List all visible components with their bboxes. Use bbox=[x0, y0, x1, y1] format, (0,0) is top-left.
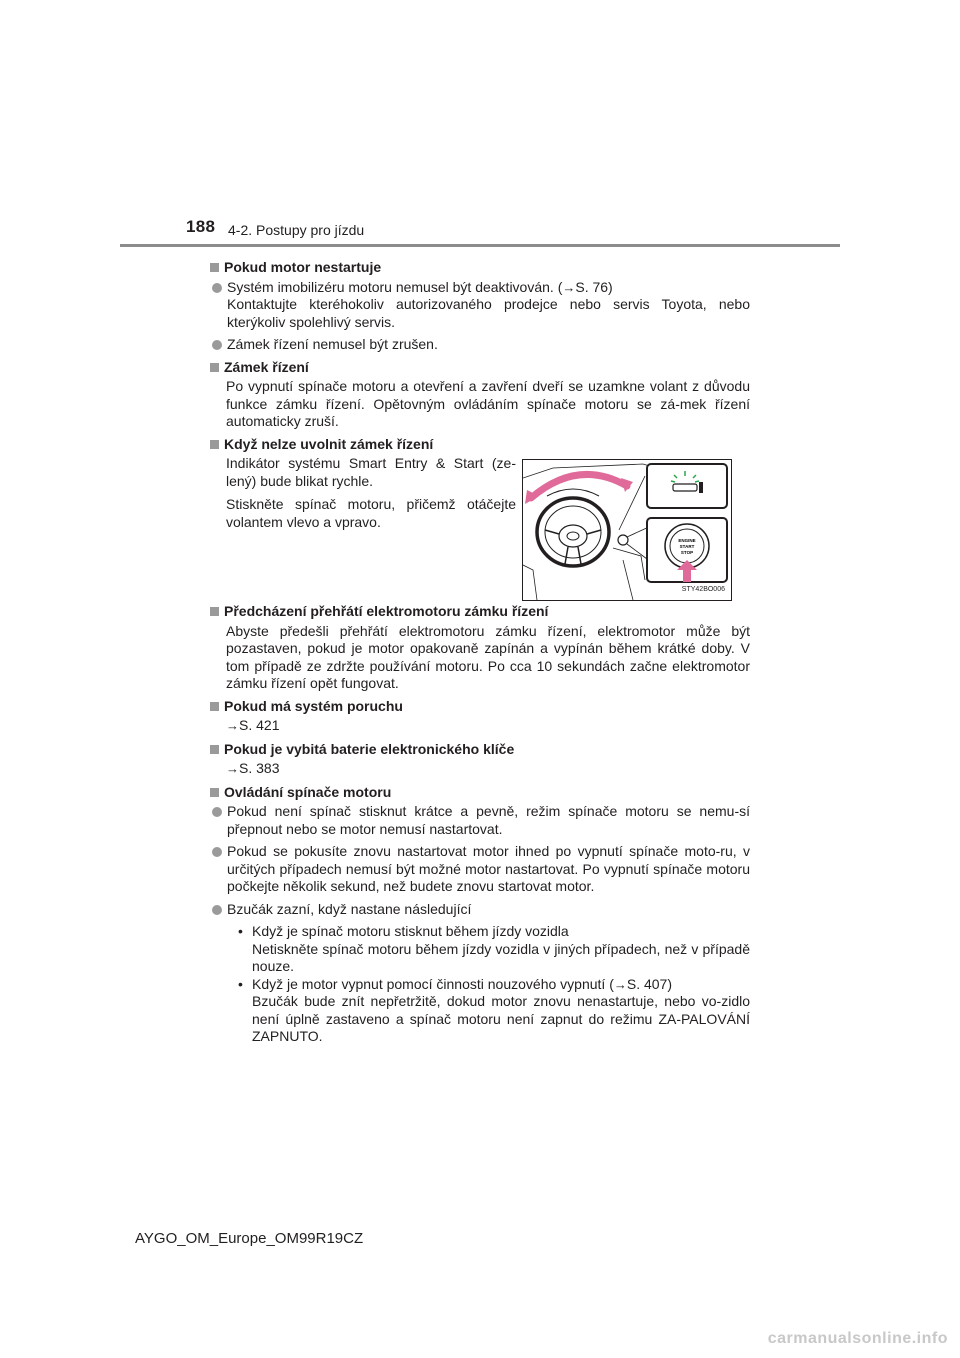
page-reference bbox=[210, 760, 750, 778]
list-item-text: Bzučák zazní, když nastane následující bbox=[227, 900, 472, 917]
arrow-icon: → bbox=[226, 718, 239, 733]
section-body: Abyste předešli přehřátí elektromotoru zámku řízení, elektromotor může být pozastaven, pokud je motor opakovaně zapínán a vypínán během krátké doby. V tom případě ze zdržte používání motoru. Po cca 10 sekundách začne elektromotor zámku řízení opět fungovat. bbox=[226, 622, 750, 691]
list-item bbox=[210, 279, 750, 332]
watermark: carmanualsonline.info bbox=[767, 1330, 948, 1347]
section-heading bbox=[210, 698, 750, 716]
section-body: Po vypnutí spínače motoru a otevření a zavření dveří se uzamkne volant z důvodu funkce zámku řízení. Opětovným ovládáním spínače motoru se zá-mek řízení automaticky zruší. bbox=[226, 378, 750, 429]
engine-switch-small bbox=[618, 535, 628, 545]
circle-bullet-icon bbox=[212, 847, 222, 857]
rotation-arrow-icon bbox=[531, 474, 627, 498]
list-item bbox=[210, 803, 750, 838]
document-code: AYGO_OM_Europe_OM99R19CZ bbox=[135, 1230, 364, 1247]
square-bullet-icon bbox=[210, 363, 219, 372]
section-heading bbox=[210, 784, 750, 802]
text: Bzučák bude znít nepřetržitě, dokud motor znovu nenastartuje, nebo vo-zidlo není úplně zastaveno a spínač motoru není zapnut do režimu ZA-PALOVÁNÍ ZAPNUTO. bbox=[252, 993, 750, 1044]
circle-bullet-icon bbox=[212, 905, 222, 915]
list-item-text: Pokud se pokusíte znovu nastartovat motor ihned po vypnutí spínače moto-ru, v určitých případech nemusí být možné motor nastartovat. Po vypnutí spínače motoru počkejte několik sekund, než budete znovu startovat motor. bbox=[227, 843, 750, 894]
section-heading bbox=[210, 436, 750, 454]
section-system-malfunction bbox=[210, 698, 750, 735]
square-bullet-icon bbox=[210, 607, 219, 616]
section-heading-text: Zámek řízení bbox=[224, 358, 309, 375]
sub-list bbox=[210, 923, 750, 1046]
page-reference-text: S. 383 bbox=[239, 760, 280, 776]
section-heading-text: Předcházení přehřátí elektromotoru zámku řízení bbox=[224, 603, 549, 619]
button-label-engine: ENGINE bbox=[678, 538, 696, 543]
section-heading-text: Ovládání spínače motoru bbox=[224, 783, 392, 800]
list-item bbox=[210, 336, 750, 354]
list-item-text bbox=[227, 279, 750, 332]
section-heading bbox=[210, 359, 750, 377]
section-engine-not-starting bbox=[210, 259, 750, 354]
sub-list-item bbox=[238, 923, 750, 976]
page-reference: S. 76) bbox=[575, 278, 613, 295]
circle-bullet-icon bbox=[212, 807, 222, 817]
list-item-text: Zámek řízení nemusel být zrušen. bbox=[227, 336, 438, 352]
page-reference-text: S. 421 bbox=[239, 717, 280, 733]
arrow-icon: → bbox=[562, 279, 576, 295]
steering-wheel-illustration bbox=[522, 459, 732, 601]
list-item bbox=[210, 843, 750, 896]
text: Když je spínač motoru stisknut během jízdy vozidla bbox=[252, 923, 569, 939]
figure-text bbox=[210, 455, 516, 601]
smart-key-indicator-icon bbox=[673, 484, 697, 491]
section-heading bbox=[210, 741, 750, 759]
text: Kontaktujte kteréhokoliv autorizovaného prodejce nebo servis Toyota, nebo kterýkoliv spolehlivý servis. bbox=[227, 296, 750, 330]
sub-list-item-text bbox=[252, 923, 750, 976]
paragraph: Stiskněte spínač motoru, přičemž otáčejte volantem vlevo a vpravo. bbox=[226, 496, 516, 530]
circle-bullet-icon bbox=[212, 283, 222, 293]
section-steering-lock-release bbox=[210, 436, 750, 602]
sub-list-item bbox=[238, 976, 750, 1046]
section-title: 4-2. Postupy pro jízdu bbox=[228, 222, 365, 238]
text: Systém imobilizéru motoru nemusel být deaktivován. ( bbox=[227, 278, 563, 295]
button-label-start: START bbox=[679, 544, 695, 549]
arrow-icon: → bbox=[226, 761, 239, 776]
sub-list-item-text bbox=[252, 976, 750, 1046]
arrow-icon: → bbox=[613, 976, 627, 992]
button-label-stop: STOP bbox=[680, 550, 694, 555]
page-number: 188 bbox=[186, 217, 216, 236]
text: Když je motor vypnut pomocí činnosti nouzového vypnutí ( bbox=[252, 975, 614, 992]
section-heading bbox=[210, 603, 750, 621]
list-item bbox=[210, 901, 750, 919]
list-item-text: Pokud není spínač stisknut krátce a pevně, režim spínače motoru se nemu-sí přepnout nebo se motor nemusí nastartovat. bbox=[227, 803, 750, 837]
square-bullet-icon bbox=[210, 263, 219, 272]
section-steering-lock bbox=[210, 359, 750, 431]
page-content bbox=[210, 255, 750, 1048]
steering-wheel-hub bbox=[559, 525, 587, 547]
section-key-battery bbox=[210, 741, 750, 778]
square-bullet-icon bbox=[210, 440, 219, 449]
paragraph: Indikátor systému Smart Entry & Start (ze-lený) bude blikat rychle. bbox=[226, 455, 516, 489]
dot-bullet-icon: • bbox=[238, 923, 243, 939]
steering-wheel-drawing bbox=[523, 460, 731, 600]
section-engine-switch-operation bbox=[210, 784, 750, 1046]
section-heading-text: Pokud motor nestartuje bbox=[224, 259, 382, 275]
section-heading-text: Když nelze uvolnit zámek řízení bbox=[224, 435, 434, 452]
page-reference bbox=[210, 717, 750, 735]
page-reference: S. 407) bbox=[626, 975, 672, 992]
section-heading bbox=[210, 259, 750, 277]
square-bullet-icon bbox=[210, 788, 219, 797]
circle-bullet-icon bbox=[212, 340, 222, 350]
section-heading-text: Pokud má systém poruchu bbox=[224, 697, 403, 714]
square-bullet-icon bbox=[210, 702, 219, 711]
figure-code: STY42BO006 bbox=[681, 585, 725, 593]
figure-row bbox=[210, 455, 750, 601]
section-overheating bbox=[210, 603, 750, 693]
header-rule bbox=[120, 244, 840, 247]
section-heading-text: Pokud je vybitá baterie elektronického klíče bbox=[224, 740, 515, 757]
square-bullet-icon bbox=[210, 745, 219, 754]
text: Netiskněte spínač motoru během jízdy vozidla v jiných případech, než v případě nouze. bbox=[252, 940, 750, 974]
dot-bullet-icon: • bbox=[238, 975, 243, 992]
